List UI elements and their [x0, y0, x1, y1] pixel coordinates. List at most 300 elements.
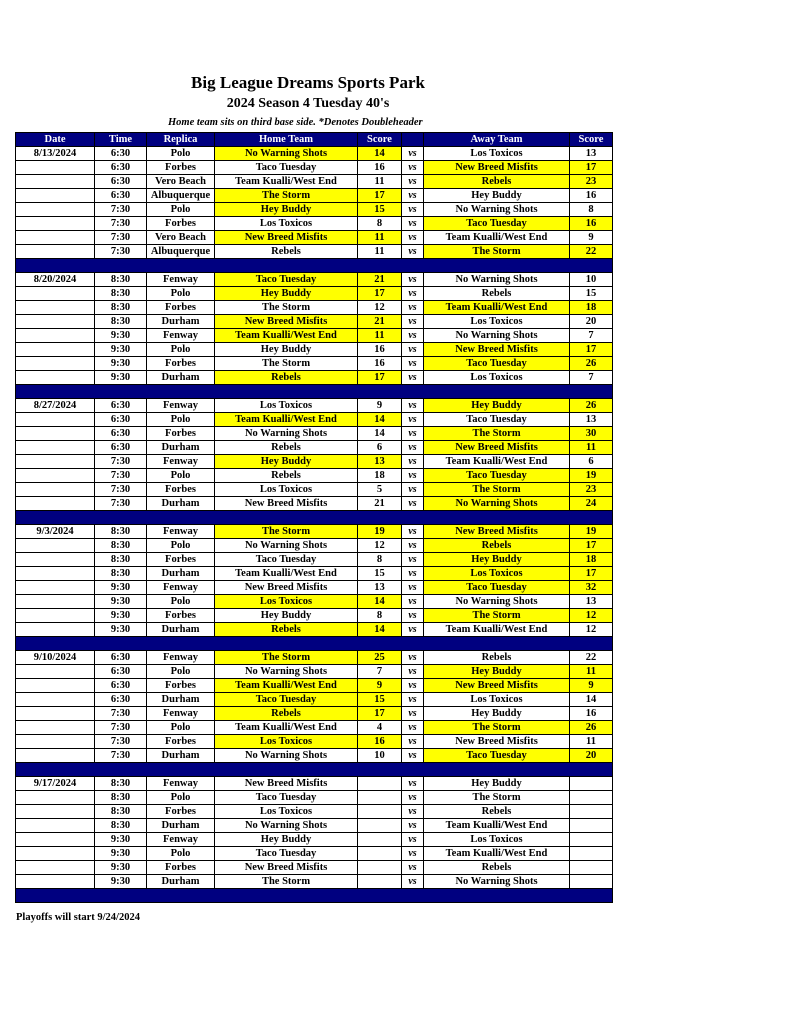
home-score-cell: 10	[358, 749, 402, 763]
home-team-cell: Team Kualli/West End	[215, 679, 358, 693]
date-cell	[16, 203, 95, 217]
home-team-cell: Hey Buddy	[215, 609, 358, 623]
game-row	[16, 581, 613, 595]
replica-cell: Polo	[147, 721, 215, 735]
col-header-vs	[402, 133, 424, 147]
time-cell: 8:30	[95, 567, 147, 581]
home-score-cell: 16	[358, 161, 402, 175]
game-row	[16, 161, 613, 175]
replica-cell: Forbes	[147, 805, 215, 819]
home-team-cell: Taco Tuesday	[215, 273, 358, 287]
time-cell: 9:30	[95, 861, 147, 875]
time-cell: 7:30	[95, 231, 147, 245]
home-score-cell	[358, 777, 402, 791]
away-team-cell: Taco Tuesday	[424, 357, 570, 371]
away-team-cell: Taco Tuesday	[424, 749, 570, 763]
vs-cell: vs	[402, 399, 424, 413]
time-cell: 9:30	[95, 875, 147, 889]
vs-cell: vs	[402, 539, 424, 553]
date-cell	[16, 455, 95, 469]
replica-cell: Forbes	[147, 301, 215, 315]
date-cell	[16, 721, 95, 735]
col-header-date: Date	[16, 133, 95, 147]
game-row	[16, 441, 613, 455]
away-team-cell: Rebels	[424, 805, 570, 819]
seating-note: Home team sits on third base side. *Denotes Doubleheader	[168, 117, 423, 128]
schedule-table	[15, 132, 613, 903]
away-team-cell: Hey Buddy	[424, 189, 570, 203]
date-cell	[16, 343, 95, 357]
away-team-cell: Hey Buddy	[424, 399, 570, 413]
away-score-cell: 26	[570, 399, 613, 413]
vs-cell: vs	[402, 777, 424, 791]
away-team-cell: New Breed Misfits	[424, 525, 570, 539]
season-subtitle: 2024 Season 4 Tuesday 40's	[226, 96, 390, 111]
time-cell: 6:30	[95, 665, 147, 679]
replica-cell: Polo	[147, 413, 215, 427]
away-score-cell	[570, 847, 613, 861]
replica-cell: Durham	[147, 497, 215, 511]
home-score-cell: 7	[358, 665, 402, 679]
time-cell: 9:30	[95, 833, 147, 847]
away-score-cell: 15	[570, 287, 613, 301]
home-score-cell	[358, 805, 402, 819]
home-team-cell: Taco Tuesday	[215, 553, 358, 567]
date-cell	[16, 357, 95, 371]
time-cell: 9:30	[95, 371, 147, 385]
vs-cell: vs	[402, 287, 424, 301]
date-cell	[16, 693, 95, 707]
home-team-cell: The Storm	[215, 875, 358, 889]
away-score-cell: 30	[570, 427, 613, 441]
away-score-cell: 12	[570, 623, 613, 637]
home-team-cell: Taco Tuesday	[215, 161, 358, 175]
game-row	[16, 231, 613, 245]
away-score-cell	[570, 819, 613, 833]
home-team-cell: New Breed Misfits	[215, 497, 358, 511]
game-row	[16, 483, 613, 497]
away-score-cell: 13	[570, 147, 613, 161]
home-score-cell: 19	[358, 525, 402, 539]
week-separator	[16, 889, 613, 903]
replica-cell: Durham	[147, 623, 215, 637]
away-score-cell	[570, 805, 613, 819]
away-score-cell: 7	[570, 371, 613, 385]
game-row	[16, 497, 613, 511]
away-score-cell: 24	[570, 497, 613, 511]
week-separator-bar	[16, 511, 613, 525]
away-team-cell: Team Kualli/West End	[424, 301, 570, 315]
home-score-cell: 15	[358, 693, 402, 707]
game-row	[16, 749, 613, 763]
home-score-cell: 17	[358, 707, 402, 721]
home-team-cell: No Warning Shots	[215, 539, 358, 553]
game-row	[16, 595, 613, 609]
away-team-cell: No Warning Shots	[424, 273, 570, 287]
time-cell: 7:30	[95, 203, 147, 217]
away-team-cell: Team Kualli/West End	[424, 819, 570, 833]
time-cell: 8:30	[95, 819, 147, 833]
vs-cell: vs	[402, 553, 424, 567]
away-score-cell: 17	[570, 539, 613, 553]
away-score-cell: 17	[570, 343, 613, 357]
time-cell: 8:30	[95, 301, 147, 315]
away-team-cell: No Warning Shots	[424, 203, 570, 217]
home-team-cell: No Warning Shots	[215, 665, 358, 679]
replica-cell: Forbes	[147, 553, 215, 567]
time-cell: 9:30	[95, 609, 147, 623]
away-team-cell: No Warning Shots	[424, 497, 570, 511]
replica-cell: Forbes	[147, 735, 215, 749]
home-score-cell: 5	[358, 483, 402, 497]
replica-cell: Albuquerque	[147, 245, 215, 259]
date-cell: 9/3/2024	[16, 525, 95, 539]
home-team-cell: Team Kualli/West End	[215, 413, 358, 427]
home-team-cell: Team Kualli/West End	[215, 175, 358, 189]
game-row	[16, 343, 613, 357]
replica-cell: Polo	[147, 147, 215, 161]
date-cell	[16, 413, 95, 427]
date-cell	[16, 329, 95, 343]
home-team-cell: Hey Buddy	[215, 455, 358, 469]
game-row	[16, 553, 613, 567]
away-score-cell	[570, 777, 613, 791]
time-cell: 7:30	[95, 707, 147, 721]
date-cell	[16, 861, 95, 875]
replica-cell: Polo	[147, 343, 215, 357]
date-cell	[16, 805, 95, 819]
time-cell: 9:30	[95, 357, 147, 371]
home-score-cell: 16	[358, 343, 402, 357]
vs-cell: vs	[402, 469, 424, 483]
vs-cell: vs	[402, 833, 424, 847]
away-team-cell: Rebels	[424, 861, 570, 875]
away-team-cell: No Warning Shots	[424, 875, 570, 889]
vs-cell: vs	[402, 231, 424, 245]
away-team-cell: The Storm	[424, 609, 570, 623]
time-cell: 6:30	[95, 679, 147, 693]
replica-cell: Fenway	[147, 777, 215, 791]
away-team-cell: Hey Buddy	[424, 777, 570, 791]
game-row	[16, 833, 613, 847]
home-team-cell: Team Kualli/West End	[215, 329, 358, 343]
time-cell: 6:30	[95, 413, 147, 427]
date-cell	[16, 245, 95, 259]
time-cell: 9:30	[95, 343, 147, 357]
vs-cell: vs	[402, 301, 424, 315]
away-team-cell: The Storm	[424, 427, 570, 441]
vs-cell: vs	[402, 693, 424, 707]
vs-cell: vs	[402, 413, 424, 427]
away-score-cell: 23	[570, 483, 613, 497]
home-score-cell: 13	[358, 581, 402, 595]
home-team-cell: Los Toxicos	[215, 805, 358, 819]
game-row	[16, 721, 613, 735]
home-score-cell	[358, 847, 402, 861]
away-team-cell: Rebels	[424, 287, 570, 301]
date-cell	[16, 665, 95, 679]
game-row	[16, 147, 613, 161]
replica-cell: Fenway	[147, 329, 215, 343]
home-score-cell	[358, 875, 402, 889]
time-cell: 6:30	[95, 399, 147, 413]
replica-cell: Forbes	[147, 609, 215, 623]
replica-cell: Durham	[147, 749, 215, 763]
time-cell: 6:30	[95, 189, 147, 203]
date-cell	[16, 735, 95, 749]
vs-cell: vs	[402, 427, 424, 441]
away-score-cell: 11	[570, 441, 613, 455]
away-team-cell: Los Toxicos	[424, 833, 570, 847]
game-row	[16, 609, 613, 623]
date-cell	[16, 581, 95, 595]
col-header-away-score: Score	[570, 133, 613, 147]
replica-cell: Polo	[147, 847, 215, 861]
home-team-cell: Hey Buddy	[215, 203, 358, 217]
away-score-cell: 14	[570, 693, 613, 707]
home-score-cell: 6	[358, 441, 402, 455]
vs-cell: vs	[402, 175, 424, 189]
playoffs-note: Playoffs will start 9/24/2024	[16, 912, 140, 923]
date-cell	[16, 469, 95, 483]
time-cell: 7:30	[95, 455, 147, 469]
date-cell	[16, 623, 95, 637]
home-score-cell: 14	[358, 427, 402, 441]
replica-cell: Fenway	[147, 399, 215, 413]
date-cell	[16, 189, 95, 203]
away-score-cell: 16	[570, 217, 613, 231]
home-team-cell: No Warning Shots	[215, 749, 358, 763]
home-score-cell: 14	[358, 595, 402, 609]
replica-cell: Fenway	[147, 455, 215, 469]
away-score-cell: 18	[570, 301, 613, 315]
col-header-replica: Replica	[147, 133, 215, 147]
away-team-cell: Los Toxicos	[424, 315, 570, 329]
time-cell: 7:30	[95, 721, 147, 735]
home-score-cell: 17	[358, 189, 402, 203]
home-team-cell: No Warning Shots	[215, 147, 358, 161]
replica-cell: Durham	[147, 315, 215, 329]
game-row	[16, 777, 613, 791]
home-team-cell: No Warning Shots	[215, 819, 358, 833]
away-team-cell: Los Toxicos	[424, 693, 570, 707]
vs-cell: vs	[402, 707, 424, 721]
time-cell: 6:30	[95, 693, 147, 707]
week-separator	[16, 259, 613, 273]
home-team-cell: Team Kualli/West End	[215, 721, 358, 735]
home-team-cell: Rebels	[215, 469, 358, 483]
time-cell: 6:30	[95, 427, 147, 441]
date-cell: 8/13/2024	[16, 147, 95, 161]
away-score-cell: 12	[570, 609, 613, 623]
time-cell: 8:30	[95, 273, 147, 287]
home-team-cell: Los Toxicos	[215, 595, 358, 609]
date-cell	[16, 497, 95, 511]
vs-cell: vs	[402, 875, 424, 889]
vs-cell: vs	[402, 357, 424, 371]
away-team-cell: No Warning Shots	[424, 329, 570, 343]
vs-cell: vs	[402, 329, 424, 343]
date-cell	[16, 301, 95, 315]
game-row	[16, 357, 613, 371]
replica-cell: Forbes	[147, 217, 215, 231]
home-score-cell: 8	[358, 553, 402, 567]
date-cell	[16, 847, 95, 861]
time-cell: 9:30	[95, 329, 147, 343]
vs-cell: vs	[402, 497, 424, 511]
game-row	[16, 791, 613, 805]
away-score-cell: 13	[570, 595, 613, 609]
vs-cell: vs	[402, 371, 424, 385]
game-row	[16, 875, 613, 889]
week-separator	[16, 763, 613, 777]
home-team-cell: New Breed Misfits	[215, 315, 358, 329]
time-cell: 8:30	[95, 539, 147, 553]
home-score-cell: 12	[358, 539, 402, 553]
away-score-cell	[570, 861, 613, 875]
replica-cell: Fenway	[147, 581, 215, 595]
away-team-cell: New Breed Misfits	[424, 343, 570, 357]
time-cell: 8:30	[95, 525, 147, 539]
week-separator	[16, 637, 613, 651]
home-team-cell: The Storm	[215, 301, 358, 315]
away-score-cell: 26	[570, 357, 613, 371]
game-row	[16, 315, 613, 329]
away-score-cell: 26	[570, 721, 613, 735]
game-row	[16, 329, 613, 343]
week-separator-bar	[16, 259, 613, 273]
away-team-cell: Taco Tuesday	[424, 469, 570, 483]
time-cell: 9:30	[95, 847, 147, 861]
away-score-cell: 32	[570, 581, 613, 595]
replica-cell: Vero Beach	[147, 175, 215, 189]
home-score-cell: 14	[358, 147, 402, 161]
vs-cell: vs	[402, 847, 424, 861]
away-score-cell: 17	[570, 567, 613, 581]
away-score-cell: 20	[570, 315, 613, 329]
vs-cell: vs	[402, 721, 424, 735]
away-team-cell: New Breed Misfits	[424, 679, 570, 693]
home-score-cell: 17	[358, 371, 402, 385]
replica-cell: Forbes	[147, 679, 215, 693]
replica-cell: Fenway	[147, 273, 215, 287]
home-team-cell: Rebels	[215, 371, 358, 385]
home-score-cell: 16	[358, 735, 402, 749]
home-score-cell: 25	[358, 651, 402, 665]
replica-cell: Polo	[147, 595, 215, 609]
replica-cell: Polo	[147, 665, 215, 679]
home-score-cell: 15	[358, 203, 402, 217]
date-cell	[16, 371, 95, 385]
vs-cell: vs	[402, 567, 424, 581]
game-row	[16, 679, 613, 693]
home-team-cell: Los Toxicos	[215, 735, 358, 749]
away-score-cell: 23	[570, 175, 613, 189]
game-row	[16, 469, 613, 483]
replica-cell: Durham	[147, 693, 215, 707]
date-cell	[16, 833, 95, 847]
vs-cell: vs	[402, 861, 424, 875]
home-score-cell	[358, 833, 402, 847]
time-cell: 6:30	[95, 175, 147, 189]
home-team-cell: Taco Tuesday	[215, 847, 358, 861]
date-cell	[16, 819, 95, 833]
time-cell: 7:30	[95, 749, 147, 763]
vs-cell: vs	[402, 679, 424, 693]
vs-cell: vs	[402, 147, 424, 161]
game-row	[16, 861, 613, 875]
date-cell	[16, 595, 95, 609]
date-cell	[16, 539, 95, 553]
game-row	[16, 371, 613, 385]
time-cell: 9:30	[95, 623, 147, 637]
vs-cell: vs	[402, 749, 424, 763]
home-score-cell	[358, 819, 402, 833]
home-score-cell: 21	[358, 497, 402, 511]
replica-cell: Forbes	[147, 161, 215, 175]
week-separator	[16, 511, 613, 525]
week-separator-bar	[16, 763, 613, 777]
page-title: Big League Dreams Sports Park	[191, 73, 425, 92]
replica-cell: Vero Beach	[147, 231, 215, 245]
home-score-cell: 11	[358, 175, 402, 189]
away-team-cell: Taco Tuesday	[424, 581, 570, 595]
date-cell	[16, 707, 95, 721]
replica-cell: Albuquerque	[147, 189, 215, 203]
vs-cell: vs	[402, 161, 424, 175]
game-row	[16, 189, 613, 203]
home-score-cell: 13	[358, 455, 402, 469]
away-team-cell: New Breed Misfits	[424, 161, 570, 175]
time-cell: 6:30	[95, 147, 147, 161]
time-cell: 6:30	[95, 651, 147, 665]
game-row	[16, 203, 613, 217]
date-cell	[16, 567, 95, 581]
time-cell: 9:30	[95, 595, 147, 609]
home-score-cell: 9	[358, 399, 402, 413]
game-row	[16, 693, 613, 707]
replica-cell: Forbes	[147, 861, 215, 875]
away-score-cell	[570, 791, 613, 805]
away-score-cell: 11	[570, 735, 613, 749]
date-cell	[16, 483, 95, 497]
home-score-cell: 8	[358, 609, 402, 623]
away-team-cell: Taco Tuesday	[424, 217, 570, 231]
away-team-cell: Team Kualli/West End	[424, 231, 570, 245]
game-row	[16, 217, 613, 231]
game-row	[16, 665, 613, 679]
vs-cell: vs	[402, 483, 424, 497]
home-team-cell: The Storm	[215, 357, 358, 371]
replica-cell: Polo	[147, 469, 215, 483]
vs-cell: vs	[402, 665, 424, 679]
vs-cell: vs	[402, 455, 424, 469]
date-cell	[16, 679, 95, 693]
away-team-cell: Hey Buddy	[424, 665, 570, 679]
home-score-cell: 17	[358, 287, 402, 301]
home-team-cell: No Warning Shots	[215, 427, 358, 441]
replica-cell: Forbes	[147, 357, 215, 371]
replica-cell: Polo	[147, 791, 215, 805]
away-team-cell: Team Kualli/West End	[424, 847, 570, 861]
away-score-cell	[570, 833, 613, 847]
home-team-cell: Rebels	[215, 441, 358, 455]
time-cell: 7:30	[95, 217, 147, 231]
vs-cell: vs	[402, 805, 424, 819]
home-score-cell: 14	[358, 623, 402, 637]
replica-cell: Fenway	[147, 525, 215, 539]
away-score-cell: 8	[570, 203, 613, 217]
